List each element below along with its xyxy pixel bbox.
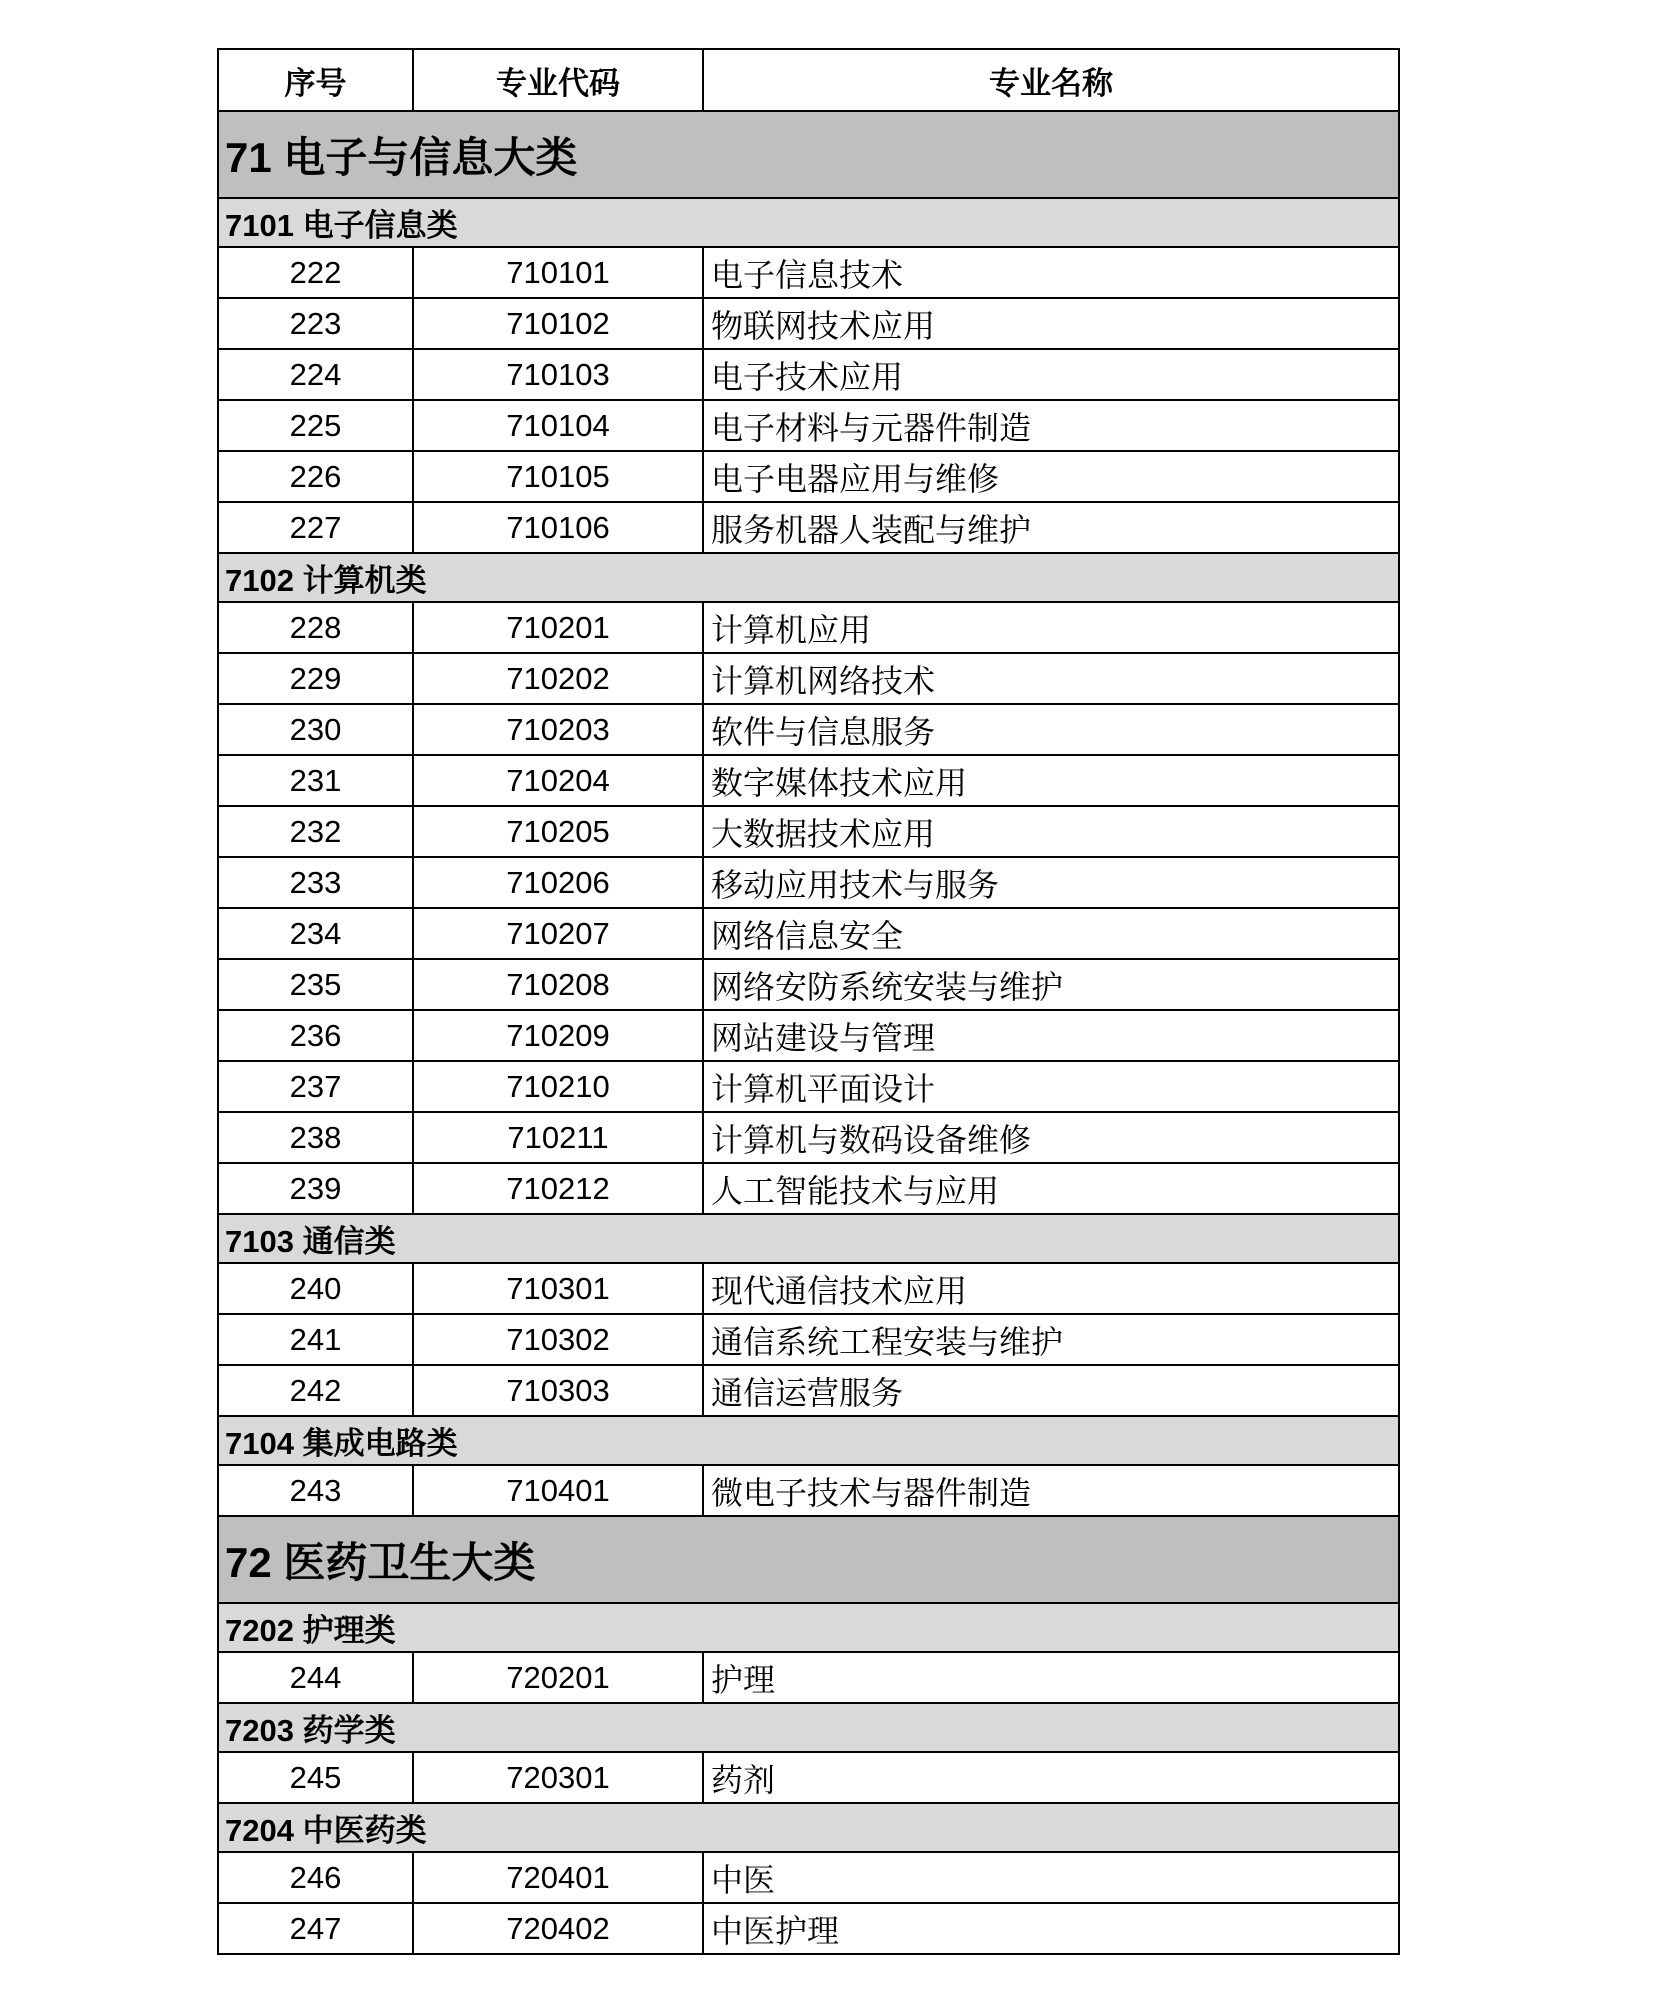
seq-cell: 228 (218, 602, 413, 653)
code-cell: 720402 (413, 1903, 703, 1954)
specialty-table (217, 48, 1400, 1955)
category-label: 7202 护理类 (218, 1603, 1399, 1652)
header-cell-seq: 序号 (218, 49, 413, 111)
code-cell: 710203 (413, 704, 703, 755)
name-cell: 电子电器应用与维修 (703, 451, 1399, 502)
table-row (218, 1903, 1399, 1954)
seq-cell: 246 (218, 1852, 413, 1903)
table-row (218, 959, 1399, 1010)
name-cell: 通信运营服务 (703, 1365, 1399, 1416)
seq-cell: 222 (218, 247, 413, 298)
code-cell: 710101 (413, 247, 703, 298)
seq-cell: 227 (218, 502, 413, 553)
category-label: 72 医药卫生大类 (218, 1516, 1399, 1603)
table-row (218, 1752, 1399, 1803)
table-row (218, 400, 1399, 451)
category-label: 7204 中医药类 (218, 1803, 1399, 1852)
table-row (218, 349, 1399, 400)
category-label: 7102 计算机类 (218, 553, 1399, 602)
code-cell: 720301 (413, 1752, 703, 1803)
seq-cell: 236 (218, 1010, 413, 1061)
name-cell: 现代通信技术应用 (703, 1263, 1399, 1314)
seq-cell: 233 (218, 857, 413, 908)
seq-cell: 244 (218, 1652, 413, 1703)
seq-cell: 224 (218, 349, 413, 400)
name-cell: 中医 (703, 1852, 1399, 1903)
code-cell: 710211 (413, 1112, 703, 1163)
seq-cell: 234 (218, 908, 413, 959)
table-row (218, 1010, 1399, 1061)
seq-cell: 238 (218, 1112, 413, 1163)
sub-category-row (218, 1803, 1399, 1852)
category-label: 7104 集成电路类 (218, 1416, 1399, 1465)
table-row (218, 857, 1399, 908)
seq-cell: 229 (218, 653, 413, 704)
table-row (218, 1652, 1399, 1703)
code-cell: 710209 (413, 1010, 703, 1061)
code-cell: 710206 (413, 857, 703, 908)
sub-category-row (218, 1703, 1399, 1752)
sub-category-row (218, 198, 1399, 247)
code-cell: 710105 (413, 451, 703, 502)
table-body (218, 111, 1399, 1954)
table-row (218, 653, 1399, 704)
code-cell: 720201 (413, 1652, 703, 1703)
name-cell: 大数据技术应用 (703, 806, 1399, 857)
table-header-row (218, 49, 1399, 111)
code-cell: 710103 (413, 349, 703, 400)
seq-cell: 232 (218, 806, 413, 857)
name-cell: 计算机应用 (703, 602, 1399, 653)
seq-cell: 243 (218, 1465, 413, 1516)
sub-category-row (218, 1214, 1399, 1263)
code-cell: 710302 (413, 1314, 703, 1365)
table-row (218, 1163, 1399, 1214)
table-row (218, 1852, 1399, 1903)
code-cell: 710205 (413, 806, 703, 857)
table-row (218, 1263, 1399, 1314)
name-cell: 计算机网络技术 (703, 653, 1399, 704)
name-cell: 移动应用技术与服务 (703, 857, 1399, 908)
table-row (218, 247, 1399, 298)
code-cell: 710212 (413, 1163, 703, 1214)
name-cell: 电子技术应用 (703, 349, 1399, 400)
name-cell: 人工智能技术与应用 (703, 1163, 1399, 1214)
table-row (218, 1465, 1399, 1516)
code-cell: 710208 (413, 959, 703, 1010)
code-cell: 710204 (413, 755, 703, 806)
seq-cell: 242 (218, 1365, 413, 1416)
table-row (218, 1112, 1399, 1163)
seq-cell: 245 (218, 1752, 413, 1803)
table-row (218, 298, 1399, 349)
code-cell: 710102 (413, 298, 703, 349)
major-category-row (218, 111, 1399, 198)
table-row (218, 1365, 1399, 1416)
name-cell: 软件与信息服务 (703, 704, 1399, 755)
name-cell: 服务机器人装配与维护 (703, 502, 1399, 553)
seq-cell: 230 (218, 704, 413, 755)
table-row (218, 1314, 1399, 1365)
seq-cell: 223 (218, 298, 413, 349)
name-cell: 网络安防系统安装与维护 (703, 959, 1399, 1010)
table-row (218, 502, 1399, 553)
name-cell: 微电子技术与器件制造 (703, 1465, 1399, 1516)
category-label: 71 电子与信息大类 (218, 111, 1399, 198)
code-cell: 710106 (413, 502, 703, 553)
name-cell: 计算机平面设计 (703, 1061, 1399, 1112)
sub-category-row (218, 553, 1399, 602)
major-category-row (218, 1516, 1399, 1603)
code-cell: 710104 (413, 400, 703, 451)
category-label: 7103 通信类 (218, 1214, 1399, 1263)
code-cell: 710202 (413, 653, 703, 704)
seq-cell: 226 (218, 451, 413, 502)
name-cell: 电子信息技术 (703, 247, 1399, 298)
category-label: 7101 电子信息类 (218, 198, 1399, 247)
table-row (218, 451, 1399, 502)
code-cell: 710303 (413, 1365, 703, 1416)
seq-cell: 225 (218, 400, 413, 451)
name-cell: 计算机与数码设备维修 (703, 1112, 1399, 1163)
table-row (218, 755, 1399, 806)
table-row (218, 1061, 1399, 1112)
name-cell: 护理 (703, 1652, 1399, 1703)
name-cell: 中医护理 (703, 1903, 1399, 1954)
name-cell: 药剂 (703, 1752, 1399, 1803)
seq-cell: 240 (218, 1263, 413, 1314)
name-cell: 通信系统工程安装与维护 (703, 1314, 1399, 1365)
seq-cell: 235 (218, 959, 413, 1010)
header-cell-code: 专业代码 (413, 49, 703, 111)
table-row (218, 806, 1399, 857)
seq-cell: 239 (218, 1163, 413, 1214)
code-cell: 720401 (413, 1852, 703, 1903)
name-cell: 数字媒体技术应用 (703, 755, 1399, 806)
sub-category-row (218, 1416, 1399, 1465)
header-cell-name: 专业名称 (703, 49, 1399, 111)
seq-cell: 247 (218, 1903, 413, 1954)
code-cell: 710301 (413, 1263, 703, 1314)
name-cell: 网络信息安全 (703, 908, 1399, 959)
code-cell: 710201 (413, 602, 703, 653)
category-label: 7203 药学类 (218, 1703, 1399, 1752)
seq-cell: 241 (218, 1314, 413, 1365)
name-cell: 物联网技术应用 (703, 298, 1399, 349)
seq-cell: 237 (218, 1061, 413, 1112)
seq-cell: 231 (218, 755, 413, 806)
sub-category-row (218, 1603, 1399, 1652)
code-cell: 710210 (413, 1061, 703, 1112)
code-cell: 710207 (413, 908, 703, 959)
name-cell: 网站建设与管理 (703, 1010, 1399, 1061)
table-row (218, 704, 1399, 755)
table-row (218, 602, 1399, 653)
name-cell: 电子材料与元器件制造 (703, 400, 1399, 451)
table-row (218, 908, 1399, 959)
code-cell: 710401 (413, 1465, 703, 1516)
